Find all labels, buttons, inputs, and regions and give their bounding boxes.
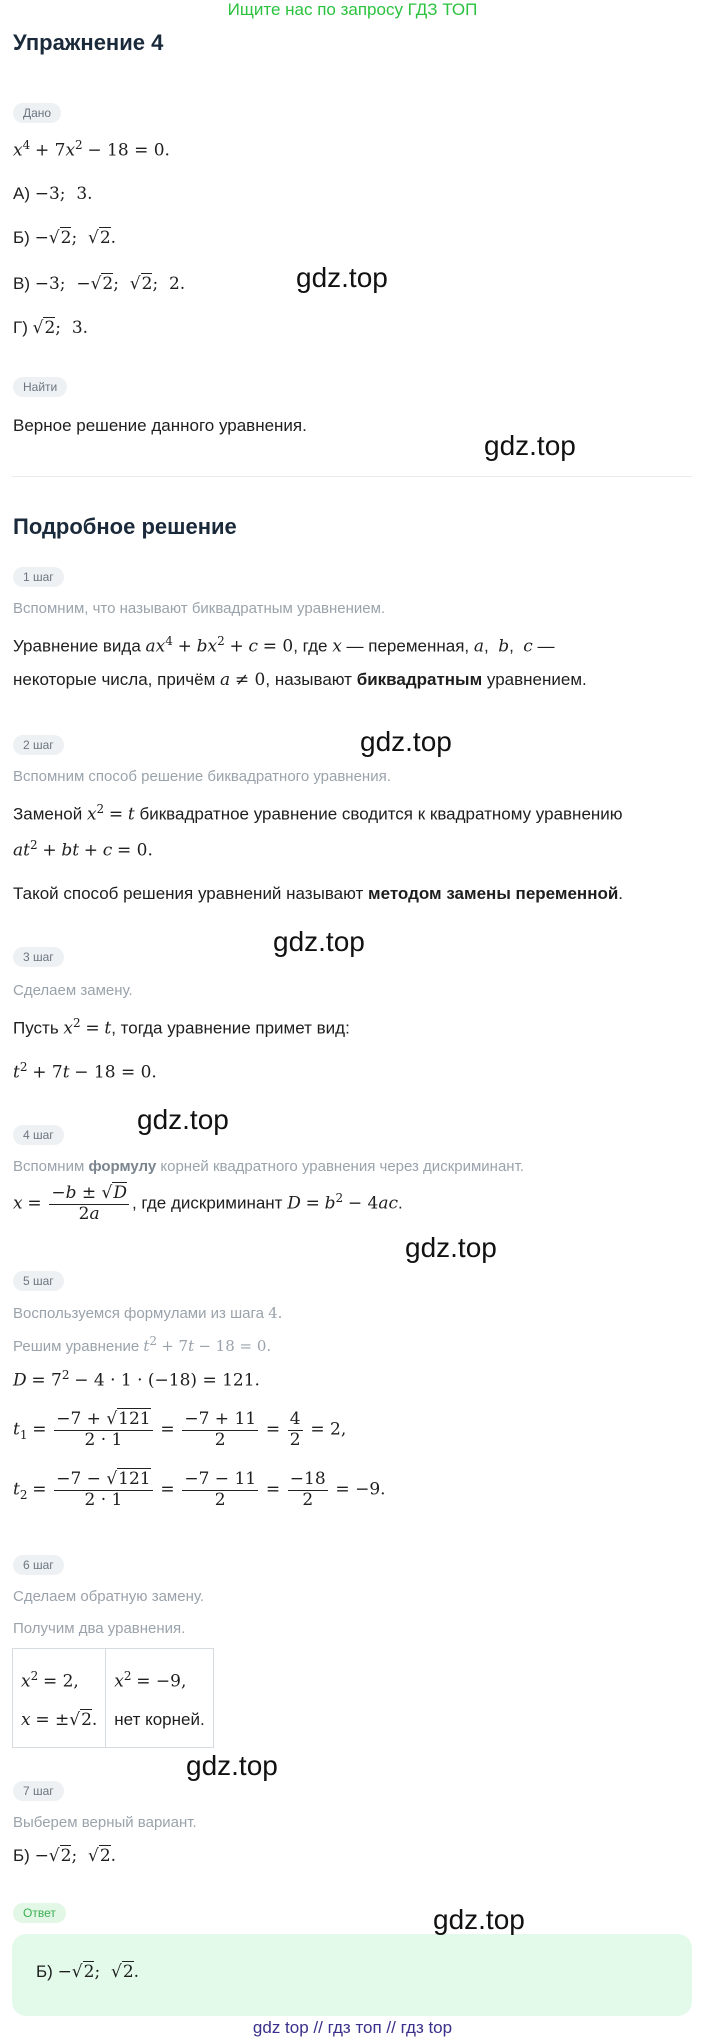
footer-links[interactable]: gdz top // гдз топ // гдз top	[252, 2018, 453, 2037]
step2-line3: Такой способ решения уравнений называют методом замены переменной.	[13, 884, 624, 903]
back-substitution-table	[12, 1648, 214, 1748]
step7-note: Выберем верный вариант.	[13, 1814, 197, 1831]
step2-note: Вспомним способ решение биквадратного уравнения.	[13, 768, 391, 785]
step3-equation: $t^2 + 7t - 18 = 0$.	[13, 1060, 157, 1083]
step7-choice: Б) −√2; √2.	[13, 1846, 117, 1866]
step6-note1: Сделаем обратную замену.	[13, 1588, 205, 1605]
watermark: gdz.top	[405, 1232, 497, 1263]
step2-line1: Заменой $x^2 = t$ биквадратное уравнение сводится к квадратному уравнению	[13, 802, 623, 825]
watermark: gdz.top	[433, 1904, 525, 1935]
given-equation: $x^4 + 7x^2 - 18 = 0$.	[13, 138, 170, 161]
watermark: gdz.top	[273, 926, 365, 957]
step1-line1: Уравнение вида $ax^4 + bx^2 + c = 0$, где x — переменная, a, b, c —	[13, 634, 555, 657]
step6-note2: Получим два уравнения.	[13, 1620, 186, 1637]
step5-note2: Решим уравнение $t^2 + 7t - 18 = 0$.	[13, 1334, 272, 1355]
step3-line1: Пусть $x^2 = t$, тогда уравнение примет вид:	[13, 1016, 350, 1039]
table-cell: $x^2 = 2$, x = ±√2.	[13, 1649, 106, 1748]
watermark: gdz.top	[186, 1750, 278, 1781]
step5-root2: $t_2$ = $\frac{-7 - √121}{2 \cdot 1}$ = $\frac{-7 - 11}{2}$ = $\frac{-18}{2}$ = −9.	[13, 1469, 386, 1510]
step2-chip: 2 шаг	[13, 734, 64, 755]
step1-note: Вспомним, что называют биквадратным уравнением.	[13, 600, 386, 617]
watermark: gdz.top	[360, 726, 452, 757]
answer-value: Б) −√2; √2.	[36, 1962, 140, 1982]
watermark: gdz.top	[296, 262, 388, 293]
option-g: Г) √2; 3.	[13, 318, 89, 338]
step4-note: Вспомним формулу корней квадратного уравнения через дискриминант.	[13, 1158, 524, 1175]
step6-chip: 6 шаг	[13, 1554, 64, 1575]
step3-note: Сделаем замену.	[13, 982, 133, 999]
step7-chip: 7 шаг	[13, 1780, 64, 1801]
option-b: Б) −√2; √2.	[13, 228, 117, 248]
solution-title: Подробное решение	[13, 514, 237, 539]
section-divider	[12, 476, 692, 477]
option-v: В) −3; −√2; √2; 2.	[13, 274, 186, 294]
step4-formula: x = $\frac{-b \pm √D}{2a}$ , где дискриминант $D = b^2 - 4ac$.	[13, 1183, 403, 1224]
page-title: Упражнение 4	[13, 30, 164, 55]
watermark: gdz.top	[137, 1104, 229, 1135]
step1-chip: 1 шаг	[13, 566, 64, 587]
watermark: gdz.top	[484, 430, 576, 461]
step5-note1: Воспользуемся формулами из шага 4.	[13, 1304, 283, 1322]
find-chip: Найти	[13, 376, 67, 397]
table-cell: $x^2 = -9$, нет корней.	[106, 1649, 213, 1748]
step2-line2: $at^2$ + bt + c = 0.	[13, 838, 153, 861]
top-banner[interactable]: Ищите нас по запросу ГДЗ ТОП	[227, 0, 478, 19]
step5-root1: $t_1$ = $\frac{-7 + √121}{2 \cdot 1}$ = $\frac{-7 + 11}{2}$ = $\frac{4}{2}$ = 2,	[13, 1409, 347, 1450]
step3-chip: 3 шаг	[13, 946, 64, 967]
answer-chip: Ответ	[13, 1902, 66, 1923]
given-chip: Дано	[13, 102, 61, 123]
step4-chip: 4 шаг	[13, 1124, 64, 1145]
option-a: А) −3; 3.	[13, 184, 93, 204]
find-text: Верное решение данного уравнения.	[13, 416, 307, 435]
step5-chip: 5 шаг	[13, 1270, 64, 1291]
step1-line2: некоторые числа, причём a ≠ 0, называют биквадратным уравнением.	[13, 670, 587, 690]
step5-discriminant: $D = 7^2 - 4 \cdot 1 \cdot (-18) = 121$.	[13, 1368, 260, 1391]
